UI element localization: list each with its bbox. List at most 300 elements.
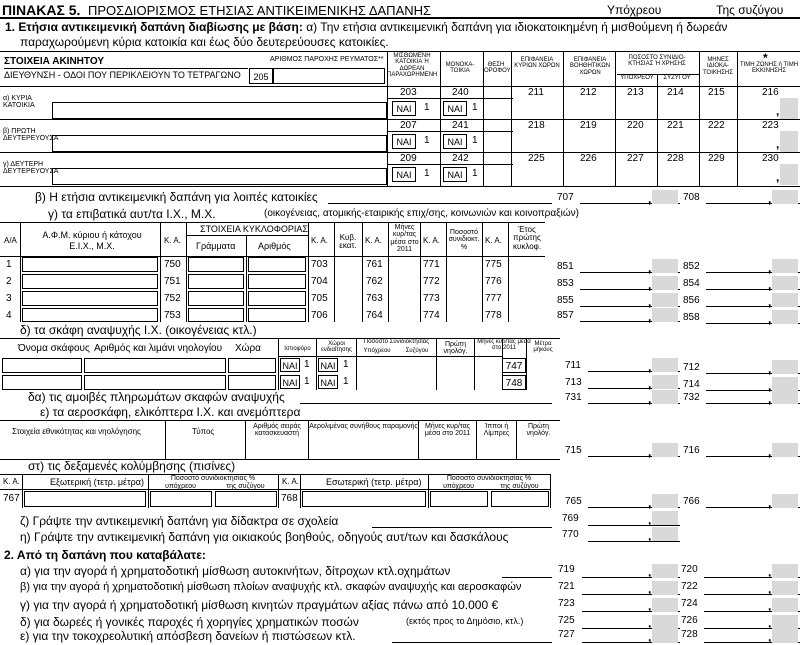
detached-header: ΜΟΝΟΚΑ-ΤΟΙΚΙΑ: [445, 62, 475, 75]
rule: [617, 74, 699, 75]
col-boat-first-reg: Πρώτη νηολόγ.: [443, 341, 468, 356]
field-code: 706: [311, 310, 328, 321]
comma: ,: [768, 445, 772, 459]
vehicles-label-note: (οικογένειας, ατομικής-εταιρικής επιχ/σης, κοινωνιών και κοινοπραξιών): [264, 208, 579, 219]
comma: ,: [768, 261, 772, 275]
comma: ,: [768, 630, 772, 644]
comma: ,: [648, 377, 652, 391]
comma: ,: [648, 599, 652, 613]
months-header: ΜΗΝΕΣ ΙΔΙΟΚΑ-ΤΟΙΚΗΣΗΣ: [703, 57, 733, 76]
field-code: 751: [164, 276, 181, 287]
field-code: 713: [565, 377, 582, 388]
decimal-shaded: [772, 276, 798, 290]
field-code: 722: [681, 581, 698, 592]
field-code: 764: [366, 310, 383, 321]
decimal-shaded: [652, 190, 678, 204]
meter-code-box: 205: [249, 68, 273, 84]
field-code: 203: [400, 87, 417, 98]
field-code: 712: [683, 362, 700, 373]
field-code: 724: [681, 598, 698, 609]
meter-number-label: ΑΡΙΘΜΟΣ ΠΑΡΟΧΗΣ ΡΕΥΜΑΤΟΣ**: [270, 56, 384, 63]
col-pool-pct-spouse: της συζύγου: [226, 483, 265, 490]
decimal-shaded: [652, 308, 678, 322]
field-code: 227: [627, 153, 644, 164]
decimal-shaded: [772, 581, 798, 595]
comma: ,: [768, 496, 772, 510]
col-aircraft-months: Μήνες κυρ/τας μέσα στο 2011: [424, 423, 471, 438]
detached-yes-checkbox[interactable]: ΝΑΙ: [443, 134, 467, 149]
boat-code-box: 748: [502, 375, 526, 390]
pool-pct-taxpayer-field[interactable]: [430, 491, 488, 507]
comma: ,: [648, 616, 652, 630]
field-code: 213: [627, 87, 644, 98]
boat-registry-field[interactable]: [84, 375, 226, 390]
sailboat-yes-checkbox[interactable]: ΝΑΙ: [280, 358, 300, 372]
col-boat-pct: Ποσοστό Συνιδιοκτησίας: [363, 339, 430, 345]
boat-registry-field[interactable]: [84, 358, 226, 373]
comma: ,: [768, 312, 772, 326]
col-first-year: Έτος πρώτης κυκλοφ.: [512, 225, 542, 251]
residence-label: β) ΠΡΩΤΗ ΔΕΥΤΕΡΕΥΟΥΣΑ: [3, 128, 59, 143]
comma: ,: [776, 170, 780, 184]
col-ka: Κ. Α.: [485, 236, 502, 245]
field-code: 723: [558, 598, 575, 609]
field-code: 219: [580, 120, 597, 131]
col-letters: Γράμματα: [196, 241, 236, 251]
field-code: 776: [485, 276, 502, 287]
rule: [387, 98, 513, 99]
comma: ,: [768, 565, 772, 579]
field-code: 1: [424, 102, 430, 113]
form-title: ΠΡΟΣΔΙΟΡΙΣΜΟΣ ΕΤΗΣΙΑΣ ΑΝΤΙΚΕΙΜΕΝΙΚΗΣ ΔΑΠΑΝΗΣ: [88, 3, 432, 18]
row-number: 1: [6, 259, 12, 270]
field-code: 855: [557, 295, 574, 306]
col-ka: Κ. Α.: [423, 236, 440, 245]
decimal-shaded: [652, 293, 678, 307]
field-code: 721: [558, 581, 575, 592]
meter-number-field[interactable]: [273, 68, 385, 84]
field-code: 214: [667, 87, 684, 98]
field-code: 771: [423, 259, 440, 270]
field-code: 209: [400, 153, 417, 164]
residence-label: α) ΚΥΡΙΑ ΚΑΤΟΙΚΙΑ: [3, 95, 35, 110]
col-cc: Κυβ. εκατ.: [339, 233, 357, 251]
field-code: 715: [565, 445, 582, 456]
amount-field-taxpayer[interactable]: [588, 525, 680, 526]
rule: [0, 222, 545, 223]
boat-zone-field[interactable]: [228, 375, 276, 390]
boats-label: δ) τα σκάφη αναψυχής Ι.Χ. (οικογένειας κτλ.): [20, 323, 257, 337]
decimal-shaded: [652, 564, 678, 578]
decimal-shaded: [772, 598, 798, 612]
comma: ,: [648, 529, 652, 543]
col-aircraft-first-reg: Πρώτη νηολόγ.: [526, 423, 551, 438]
plate-number-field[interactable]: [248, 308, 306, 322]
form-header: [0, 0, 800, 18]
tuition-label: ζ) Γράψτε την αντικειμενική δαπάνη για δίδακτρα σε σχολεία: [20, 514, 339, 528]
afm-field[interactable]: [22, 257, 158, 272]
comma: ,: [648, 360, 652, 374]
col-pool-pct: Ποσοστό συνιδιοκτησίας %: [170, 475, 256, 482]
col-sailboat: Ιστιοφόρο: [284, 346, 311, 352]
paid-expense-note: (εκτός προς το Δημόσιο, κτλ.): [406, 616, 524, 626]
section-1-heading: 1. Ετήσια αντικειμενική δαπάνη διαβίωσης με βάση: α) Την ετήσια αντικειμενική δαπάνη για ιδιοκατοικημένη ή μισθούμενη ή δωρεάν: [5, 20, 728, 34]
paid-expense-label: β) για την αγορά ή χρηματοδοτική μίσθωση πλοίων αναψυχής κτλ. σκαφών αναψυχής και αεροσκαφών: [20, 581, 522, 593]
boat-zone-field[interactable]: [228, 358, 276, 373]
comma: ,: [648, 630, 652, 644]
field-code: 221: [667, 120, 684, 131]
decimal-shaded: [652, 581, 678, 595]
comma: ,: [768, 599, 772, 613]
outdoor-pool-area-field[interactable]: [24, 491, 146, 507]
field-code: 731: [565, 392, 582, 403]
property-data-title: ΣΤΟΙΧΕΙΑ ΑΚΙΝΗΤΟΥ: [4, 56, 104, 67]
field-code: 767: [3, 493, 20, 504]
zone-price-shaded: [780, 131, 798, 152]
rule: [300, 474, 301, 508]
sailboat-yes-checkbox[interactable]: ΝΑΙ: [280, 375, 300, 389]
comma: ,: [648, 295, 652, 309]
col-boat-months: Μήνες κυρ/τας μέσα στο 2011: [477, 339, 531, 352]
plate-letters-field[interactable]: [188, 274, 244, 289]
decimal-shaded: [772, 259, 798, 273]
field-code: 207: [400, 120, 417, 131]
zone-price-shaded: [780, 164, 798, 185]
comma: ,: [776, 104, 780, 118]
field-code: 766: [683, 496, 700, 507]
address-field[interactable]: [52, 168, 387, 185]
leased-yes-checkbox[interactable]: ΝΑΙ: [392, 101, 416, 116]
rule: [387, 164, 513, 165]
paid-expense-row: [0, 597, 800, 614]
field-code: 714: [683, 379, 700, 390]
field-code: 732: [683, 392, 700, 403]
indoor-pool-area-field[interactable]: [302, 491, 426, 507]
comma: ,: [768, 362, 772, 376]
pool-pct-taxpayer-field[interactable]: [150, 491, 212, 507]
comma: ,: [768, 295, 772, 309]
taxpayer-column-label: Υπόχρεου: [607, 3, 662, 17]
boat-name-field[interactable]: [2, 358, 82, 373]
address-field[interactable]: [52, 135, 387, 152]
decimal-shaded: [772, 377, 798, 391]
field-code: 704: [311, 276, 328, 287]
meter-underline: [4, 68, 248, 69]
col-boat-registry: Αριθμός και λιμάνι νηολογίου: [94, 343, 223, 354]
rule: [328, 203, 552, 204]
rule: [165, 420, 166, 460]
field-code: 708: [683, 192, 700, 203]
rule: [22, 474, 23, 508]
spouse-column-label: Της συζύγου: [716, 3, 784, 17]
field-code: 1: [304, 376, 310, 387]
rule: [372, 527, 552, 528]
pools-label: στ) τις δεξαμενές κολύμβησης (πισίνες): [28, 459, 236, 473]
comma: ,: [648, 445, 652, 459]
leased-header: ΜΙΣΘΩΜΕΝΗ ΚΑΤΟΙΚΙΑ Ή ΔΩΡΕΑΝ ΠΑΡΑΧΩΡΗΜΕΝΗ: [387, 53, 438, 78]
field-code: 1: [304, 359, 310, 370]
col-pool-ka: Κ. Α.: [3, 477, 20, 486]
comma: ,: [776, 137, 780, 151]
plate-letters-field[interactable]: [188, 291, 244, 306]
rule: [300, 403, 552, 404]
decimal-shaded: [652, 375, 678, 389]
field-code: 858: [683, 312, 700, 323]
field-code: 230: [762, 153, 779, 164]
field-code: 222: [708, 120, 725, 131]
field-code: 1: [472, 168, 478, 179]
ownership-pct-header: ΠΟΣΟΣΤΟ ΣΥΝΙΔΙΟ-ΚΤΗΣΙΑΣ Ή ΧΡΗΣΗΣ: [628, 55, 686, 68]
comma: ,: [768, 278, 772, 292]
field-code: 719: [558, 564, 575, 575]
address-field[interactable]: [52, 102, 387, 119]
col-boat-pct-taxpayer: Υπόχρεου: [363, 348, 391, 354]
field-code: 703: [311, 259, 328, 270]
field-code: 752: [164, 293, 181, 304]
field-code: 720: [681, 564, 698, 575]
col-aircraft-hp: Ίπποι ή Λίμπρες: [483, 423, 510, 438]
plate-number-field[interactable]: [248, 274, 306, 289]
zone-price-shaded: [780, 98, 798, 119]
header-rule: [0, 17, 800, 19]
comma: ,: [648, 513, 652, 527]
decimal-shaded: [772, 494, 798, 508]
other-residences-label: β) Η ετήσια αντικειμενική δαπάνη για λοιπές κατοικίες: [35, 190, 318, 204]
field-code: 726: [681, 615, 698, 626]
paid-expense-label: δ) για δωρεές ή γονικές παροχές ή χορηγίες χρηματικών ποσών: [20, 615, 359, 629]
field-code: 1: [343, 359, 349, 370]
decimal-shaded: [652, 629, 678, 643]
table-number: ΠΙΝΑΚΑΣ 5.: [2, 2, 81, 18]
field-code: 1: [472, 102, 478, 113]
residence-row-second: [0, 119, 800, 152]
plate-number-field[interactable]: [248, 291, 306, 306]
boat-name-field[interactable]: [2, 375, 82, 390]
field-code: 241: [452, 120, 469, 131]
property-table-top: [0, 51, 800, 52]
decimal-shaded: [652, 390, 678, 404]
paid-expense-label: α) για την αγορά ή χρηματοδοτική μίσθωση αυτοκινήτων, δίτροχων κτλ.οχημάτων: [20, 564, 451, 578]
rule: [278, 474, 279, 508]
field-code: 242: [452, 153, 469, 164]
field-code: 725: [558, 615, 575, 626]
field-code: 1: [424, 168, 430, 179]
comma: ,: [648, 582, 652, 596]
row-number: 2: [6, 276, 12, 287]
field-code: 218: [528, 120, 545, 131]
col-pool-outdoor: Εξωτερική (τετρ. μέτρα): [50, 477, 144, 487]
cabins-yes-checkbox[interactable]: ΝΑΙ: [318, 358, 338, 372]
pools-table: [0, 474, 550, 508]
field-code: 707: [557, 192, 574, 203]
field-code: 220: [627, 120, 644, 131]
comma: ,: [648, 310, 652, 324]
rule: [52, 102, 387, 103]
col-pool-pct-taxpayer: υπόχρεου: [165, 483, 196, 490]
decimal-shaded: [652, 494, 678, 508]
field-code: 774: [423, 310, 440, 321]
col-pool-pct-taxpayer: υπόχρεου: [443, 483, 474, 490]
vehicle-row: [0, 307, 800, 324]
col-aircraft-nationality: Στοιχεία εθνικότητας και νηολόγησης: [12, 427, 141, 436]
field-code: 778: [485, 310, 502, 321]
rule: [550, 474, 551, 508]
detached-yes-checkbox[interactable]: ΝΑΙ: [443, 167, 467, 182]
household-staff-label: η) Γράψτε την αντικειμενική δαπάνη για οικιακούς βοηθούς, οδηγούς αυτ/των και δασκάλους: [20, 530, 509, 544]
boat-row: [0, 357, 800, 374]
field-code: 769: [562, 513, 579, 524]
col-boat-length: Μέτρα μήκους: [533, 341, 553, 354]
col-boat-name: Όνομα σκάφους: [18, 343, 90, 354]
col-aa: Α/Α: [4, 236, 17, 245]
decimal-shaded: [772, 615, 798, 629]
field-code: 761: [366, 259, 383, 270]
property-address-label: ΔΙΕΥΘΥΝΣΗ - ΟΔΟΙ ΠΟΥ ΠΕΡΙΚΛΕΙΟΥΝ ΤΟ ΤΕΤΡΑΓΩΝΟ: [4, 70, 241, 80]
row-number: 3: [6, 293, 12, 304]
paid-expense-row: [0, 563, 800, 580]
field-code: 229: [708, 153, 725, 164]
comma: ,: [768, 192, 772, 206]
field-code: 223: [762, 120, 779, 131]
plate-number-field[interactable]: [248, 257, 306, 272]
col-pool-indoor: Εσωτερική (τετρ. μέτρα): [326, 477, 422, 487]
afm-field[interactable]: [22, 291, 158, 306]
field-code: 728: [681, 629, 698, 640]
col-boat-zone: Χώρα: [235, 343, 261, 354]
residence-label: γ) ΔΕΥΤΕΡΗ ΔΕΥΤΕΡΕΥΟΥΣΑ: [3, 161, 59, 176]
field-code: 727: [558, 629, 575, 640]
field-code: 851: [557, 261, 574, 272]
rule: [387, 131, 513, 132]
field-code: 705: [311, 293, 328, 304]
col-months: Μήνες κυρ/τας μέσα στο 2011: [390, 224, 419, 254]
field-code: 216: [762, 87, 779, 98]
section-1-heading-line2: παραχωρούμενη κύρια κατοικία και έως δύο δευτερεύουσες κατοικίες.: [20, 35, 389, 49]
field-code: 770: [562, 529, 579, 540]
col-pct: Ποσοστό συνιδιοκτ. %: [448, 229, 480, 251]
field-code: 853: [557, 278, 574, 289]
zone-price-header: ΤΙΜΗ ΖΩΝΗΣ ή ΤΙΜΗ ΕΚΚΙΝΗΣΗΣ: [739, 62, 799, 75]
field-code: 711: [565, 360, 581, 371]
field-code: 226: [580, 153, 597, 164]
leased-yes-checkbox[interactable]: ΝΑΙ: [392, 134, 416, 149]
field-code: 775: [485, 259, 502, 270]
aux-area-header: ΕΠΙΦΑΝΕΙΑ ΒΟΗΘΗΤΙΚΩΝ ΧΩΡΩΝ: [569, 57, 611, 76]
col-afm: Α.Φ.Μ. κύριου ή κάτοχου Ε.Ι.Χ., Μ.Χ.: [42, 230, 142, 251]
paid-expense-label: ε) για την τοκοχρεολυτική απόσβεση δανείων ή πιστώσεων κτλ.: [20, 629, 356, 643]
decimal-shaded: [772, 190, 798, 204]
col-ka: Κ. Α.: [365, 236, 382, 245]
field-code: 768: [281, 493, 298, 504]
field-code: 240: [452, 87, 469, 98]
boat-row: [0, 374, 800, 391]
col-aircraft-type: Τύπος: [192, 427, 215, 436]
row-number: 4: [6, 310, 12, 321]
field-code: 763: [366, 293, 383, 304]
col-ka: Κ. Α.: [311, 236, 328, 245]
field-code: 854: [683, 278, 700, 289]
decimal-shaded: [652, 615, 678, 629]
afm-field[interactable]: [22, 274, 158, 289]
residence-row-main: [0, 86, 800, 119]
pool-pct-spouse-field[interactable]: [215, 491, 277, 507]
decimal-shaded: [772, 443, 798, 457]
comma: ,: [648, 192, 652, 206]
pool-pct-spouse-field[interactable]: [491, 491, 549, 507]
comma: ,: [768, 392, 772, 406]
amount-field-taxpayer[interactable]: [588, 541, 680, 542]
comma: ,: [648, 496, 652, 510]
field-code: 215: [708, 87, 725, 98]
residence-row-third: [0, 152, 800, 186]
ownership-pct-spouse-header: ΣΥΖΥΓΟΥ: [663, 75, 691, 81]
decimal-shaded: [772, 293, 798, 307]
decimal-shaded: [652, 527, 678, 541]
decimal-shaded: [652, 598, 678, 612]
decimal-shaded: [652, 276, 678, 290]
comma: ,: [648, 392, 652, 406]
field-code: 852: [683, 261, 700, 272]
field-code: 225: [528, 153, 545, 164]
vehicle-row: [0, 273, 800, 290]
rule: [186, 235, 308, 236]
field-code: 773: [423, 293, 440, 304]
leased-yes-checkbox[interactable]: ΝΑΙ: [392, 167, 416, 182]
comma: ,: [648, 565, 652, 579]
afm-field[interactable]: [22, 308, 158, 322]
field-code: 228: [667, 153, 684, 164]
cabins-yes-checkbox[interactable]: ΝΑΙ: [318, 375, 338, 389]
field-code: 753: [164, 310, 181, 321]
field-code: 857: [557, 310, 574, 321]
field-code: 1: [424, 135, 430, 146]
plate-letters-field[interactable]: [188, 308, 244, 322]
field-code: 716: [683, 445, 700, 456]
plate-letters-field[interactable]: [188, 257, 244, 272]
comma: ,: [648, 278, 652, 292]
col-circulation: ΣΤΟΙΧΕΙΑ ΚΥΚΛΟΦΟΡΙΑΣ: [200, 224, 308, 234]
col-pool-pct: Ποσοστό συνιδιοκτησίας %: [446, 475, 532, 482]
decimal-shaded: [772, 360, 798, 374]
rule: [392, 642, 552, 643]
section-2-heading: 2. Από τη δαπάνη που καταβάλατε:: [4, 548, 206, 562]
ownership-pct-taxpayer-header: ΥΠΟΧΡΕΟΥ: [620, 75, 654, 81]
decimal-shaded: [772, 629, 798, 643]
field-code: 762: [366, 276, 383, 287]
col-number: Αριθμός: [258, 241, 291, 251]
comma: ,: [648, 261, 652, 275]
field-code: 1: [472, 135, 478, 146]
rule: [0, 186, 800, 187]
zone-price-star: *: [763, 51, 768, 65]
detached-yes-checkbox[interactable]: ΝΑΙ: [443, 101, 467, 116]
decimal-shaded: [652, 358, 678, 372]
col-pool-pct-spouse: της συζύγου: [500, 483, 539, 490]
field-code: 772: [423, 276, 440, 287]
crew-label: δα) τις αμοιβές πληρωμάτων σκαφών αναψυχής: [28, 390, 285, 404]
decimal-shaded: [772, 564, 798, 578]
main-area-header: ΕΠΙΦΑΝΕΙΑ ΚΥΡΙΩΝ ΧΩΡΩΝ: [514, 57, 560, 70]
vehicles-label: γ) τα επιβατικά αυτ/τα Ι.Χ., Μ.Χ.: [48, 207, 216, 221]
boat-code-box: 747: [502, 358, 526, 373]
comma: ,: [768, 582, 772, 596]
aircraft-label: ε) τα αεροσκάφη, ελικόπτερα Ι.Χ. και ανεμόπτερα: [40, 405, 301, 419]
decimal-shaded: [652, 259, 678, 273]
col-ka: Κ. Α.: [164, 236, 181, 245]
vehicle-row: [0, 290, 800, 307]
field-code: 750: [164, 259, 181, 270]
decimal-shaded: [652, 443, 678, 457]
